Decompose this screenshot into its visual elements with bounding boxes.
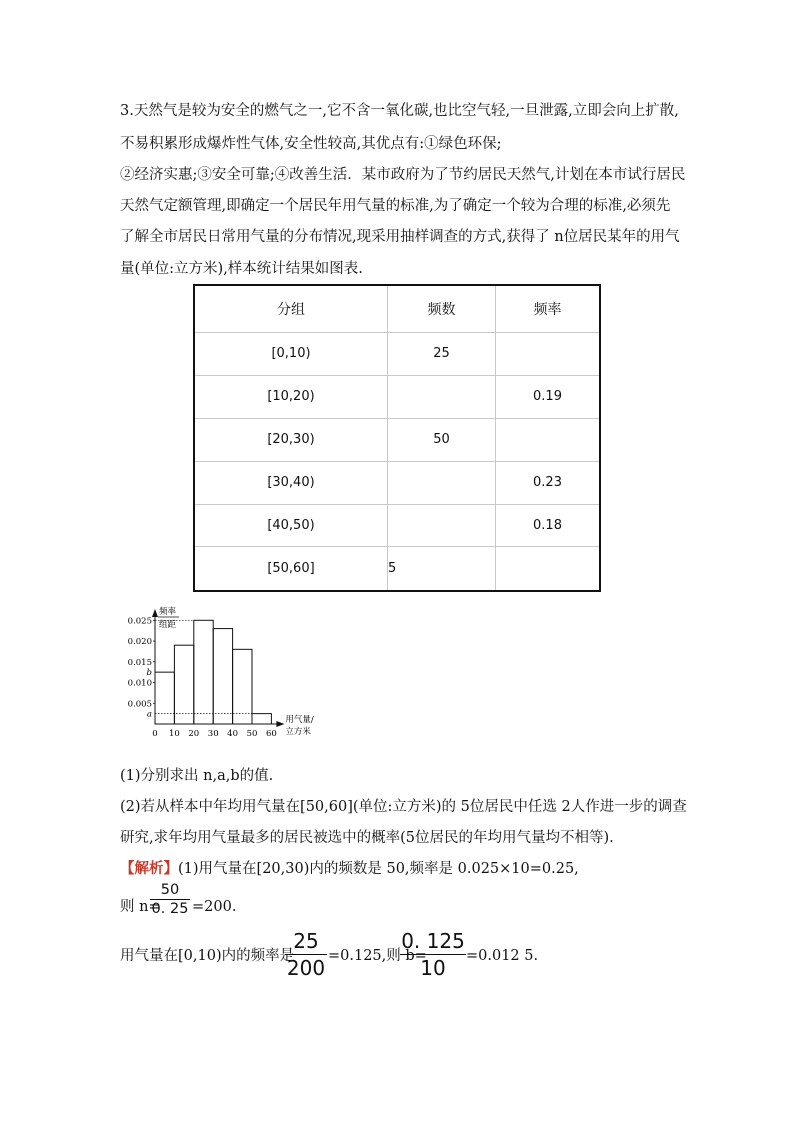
question-2-line-1: (2)若从样本中年均用气量在[50,60](单位:立方米)的 5位居民中任选 2人作进一步的调查 bbox=[120, 799, 687, 815]
header-group: 分组 bbox=[194, 285, 388, 333]
table-row bbox=[194, 461, 600, 504]
solution-line-3-suffix: =0.012 5. bbox=[466, 948, 539, 964]
x-tick-label: 50 bbox=[246, 729, 258, 739]
solution-text-1: (1)用气量在[20,30)内的频数是 50,频率是 0.025×10=0.25, bbox=[178, 861, 579, 877]
frequency-histogram bbox=[118, 603, 348, 748]
solution-n-suffix: =200. bbox=[192, 899, 237, 915]
solution-tag: 【解析】 bbox=[120, 860, 178, 877]
cell-group: [40,50) bbox=[194, 504, 388, 547]
problem-line-5: 了解全市居民日常用气量的分布情况,现采用抽样调查的方式,获得了 n位居民某年的用气 bbox=[120, 229, 680, 245]
problem-line-6: 量(单位:立方米),样本统计结果如图表. bbox=[120, 261, 363, 277]
histogram-bar bbox=[174, 645, 193, 724]
header-count: 频数 bbox=[388, 285, 496, 333]
x-axis-arrow bbox=[276, 721, 284, 727]
fraction-numerator: 50 bbox=[160, 882, 180, 898]
histogram-bar bbox=[194, 620, 213, 724]
cell-count: 50 bbox=[388, 418, 496, 461]
cell-count: 25 bbox=[388, 333, 496, 376]
solution-line-1 bbox=[120, 859, 579, 879]
cell-frequency: 0.18 bbox=[496, 504, 601, 547]
table-row bbox=[194, 547, 600, 591]
problem-line-1: 3.天然气是较为安全的燃气之一,它不含一氧化碳,也比空气轻,一旦泄露,立即会向上扩散, bbox=[120, 103, 679, 119]
fraction-f1 bbox=[285, 929, 327, 980]
question-1: (1)分别求出 n,a,b的值. bbox=[120, 768, 274, 784]
cell-group: [10,20) bbox=[194, 375, 388, 418]
histogram-bar bbox=[233, 649, 252, 724]
table-row bbox=[194, 333, 600, 376]
cell-frequency: 0.19 bbox=[496, 375, 601, 418]
cell-group: [50,60] bbox=[194, 547, 388, 591]
cell-count bbox=[388, 461, 496, 504]
table-row bbox=[194, 418, 600, 461]
question-2-line-2: 研究,求年均用气量最多的居民被选中的概率(5位居民的年均用气量均不相等). bbox=[120, 830, 614, 846]
x-tick-label: 10 bbox=[168, 729, 180, 739]
problem-line-4: 天然气定额管理,即确定一个居民年用气量的标准,为了确定一个较为合理的标准,必须先 bbox=[120, 198, 671, 214]
x-axis-title-bottom: 立方米 bbox=[285, 727, 311, 737]
solution-line-3-prefix: 用气量在[0,10)内的频率是 bbox=[120, 948, 295, 964]
histogram-bar bbox=[252, 714, 271, 724]
y-tick-label: 0.010 bbox=[127, 678, 152, 689]
solution-n-prefix: 则 n= bbox=[120, 899, 161, 915]
fraction-denominator: 10 bbox=[420, 956, 446, 980]
y-tick-label-b: b bbox=[146, 668, 152, 679]
y-axis-arrow bbox=[152, 609, 158, 617]
cell-frequency bbox=[496, 418, 601, 461]
x-tick-label: 20 bbox=[188, 729, 200, 739]
fraction-bar bbox=[150, 899, 190, 900]
y-tick-label: 0.005 bbox=[127, 699, 152, 710]
y-axis-title-bottom: 组距 bbox=[159, 620, 177, 630]
cell-frequency: 0.23 bbox=[496, 461, 601, 504]
cell-group: [30,40) bbox=[194, 461, 388, 504]
cell-frequency bbox=[496, 547, 601, 591]
histogram-bar bbox=[213, 629, 232, 724]
problem-line-3: ②经济实惠;③安全可靠;④改善生活．某市政府为了节约居民天然气,计划在本市试行居民 bbox=[120, 167, 686, 183]
solution-line-3-mid: =0.125,则 b= bbox=[328, 948, 427, 964]
fraction-bar bbox=[285, 954, 327, 955]
fraction-bar bbox=[400, 954, 466, 955]
cell-group: [20,30) bbox=[194, 418, 388, 461]
fraction-denominator: 0. 25 bbox=[151, 901, 189, 917]
x-tick-label: 30 bbox=[207, 729, 219, 739]
y-tick-label: 0.015 bbox=[127, 657, 152, 668]
x-tick-label: 40 bbox=[227, 729, 239, 739]
y-tick-label: 0.020 bbox=[127, 637, 152, 648]
table-row bbox=[194, 375, 600, 418]
y-axis-title-top: 频率 bbox=[159, 607, 177, 617]
problem-line-2: 不易积累形成爆炸性气体,安全性较高,其优点有:①绿色环保; bbox=[120, 136, 502, 152]
cell-group: [0,10) bbox=[194, 333, 388, 376]
histogram-bar bbox=[155, 672, 174, 724]
cell-count: 5 bbox=[388, 547, 496, 591]
x-tick-label: 60 bbox=[265, 729, 277, 739]
y-tick-label-a: a bbox=[146, 709, 152, 720]
x-axis-title-top: 用气量/ bbox=[285, 715, 314, 725]
cell-count bbox=[388, 375, 496, 418]
cell-frequency bbox=[496, 333, 601, 376]
y-tick-label: 0.025 bbox=[127, 616, 152, 627]
table-row bbox=[194, 504, 600, 547]
fraction-n bbox=[150, 882, 190, 917]
x-tick-label: 0 bbox=[152, 729, 158, 739]
fraction-numerator: 0. 125 bbox=[401, 929, 465, 953]
header-frequency: 频率 bbox=[496, 285, 601, 333]
cell-count bbox=[388, 504, 496, 547]
table-header-row bbox=[194, 285, 600, 333]
fraction-denominator: 200 bbox=[286, 956, 326, 980]
fraction-f2 bbox=[400, 929, 466, 980]
frequency-table bbox=[193, 284, 601, 592]
fraction-numerator: 25 bbox=[293, 929, 319, 953]
